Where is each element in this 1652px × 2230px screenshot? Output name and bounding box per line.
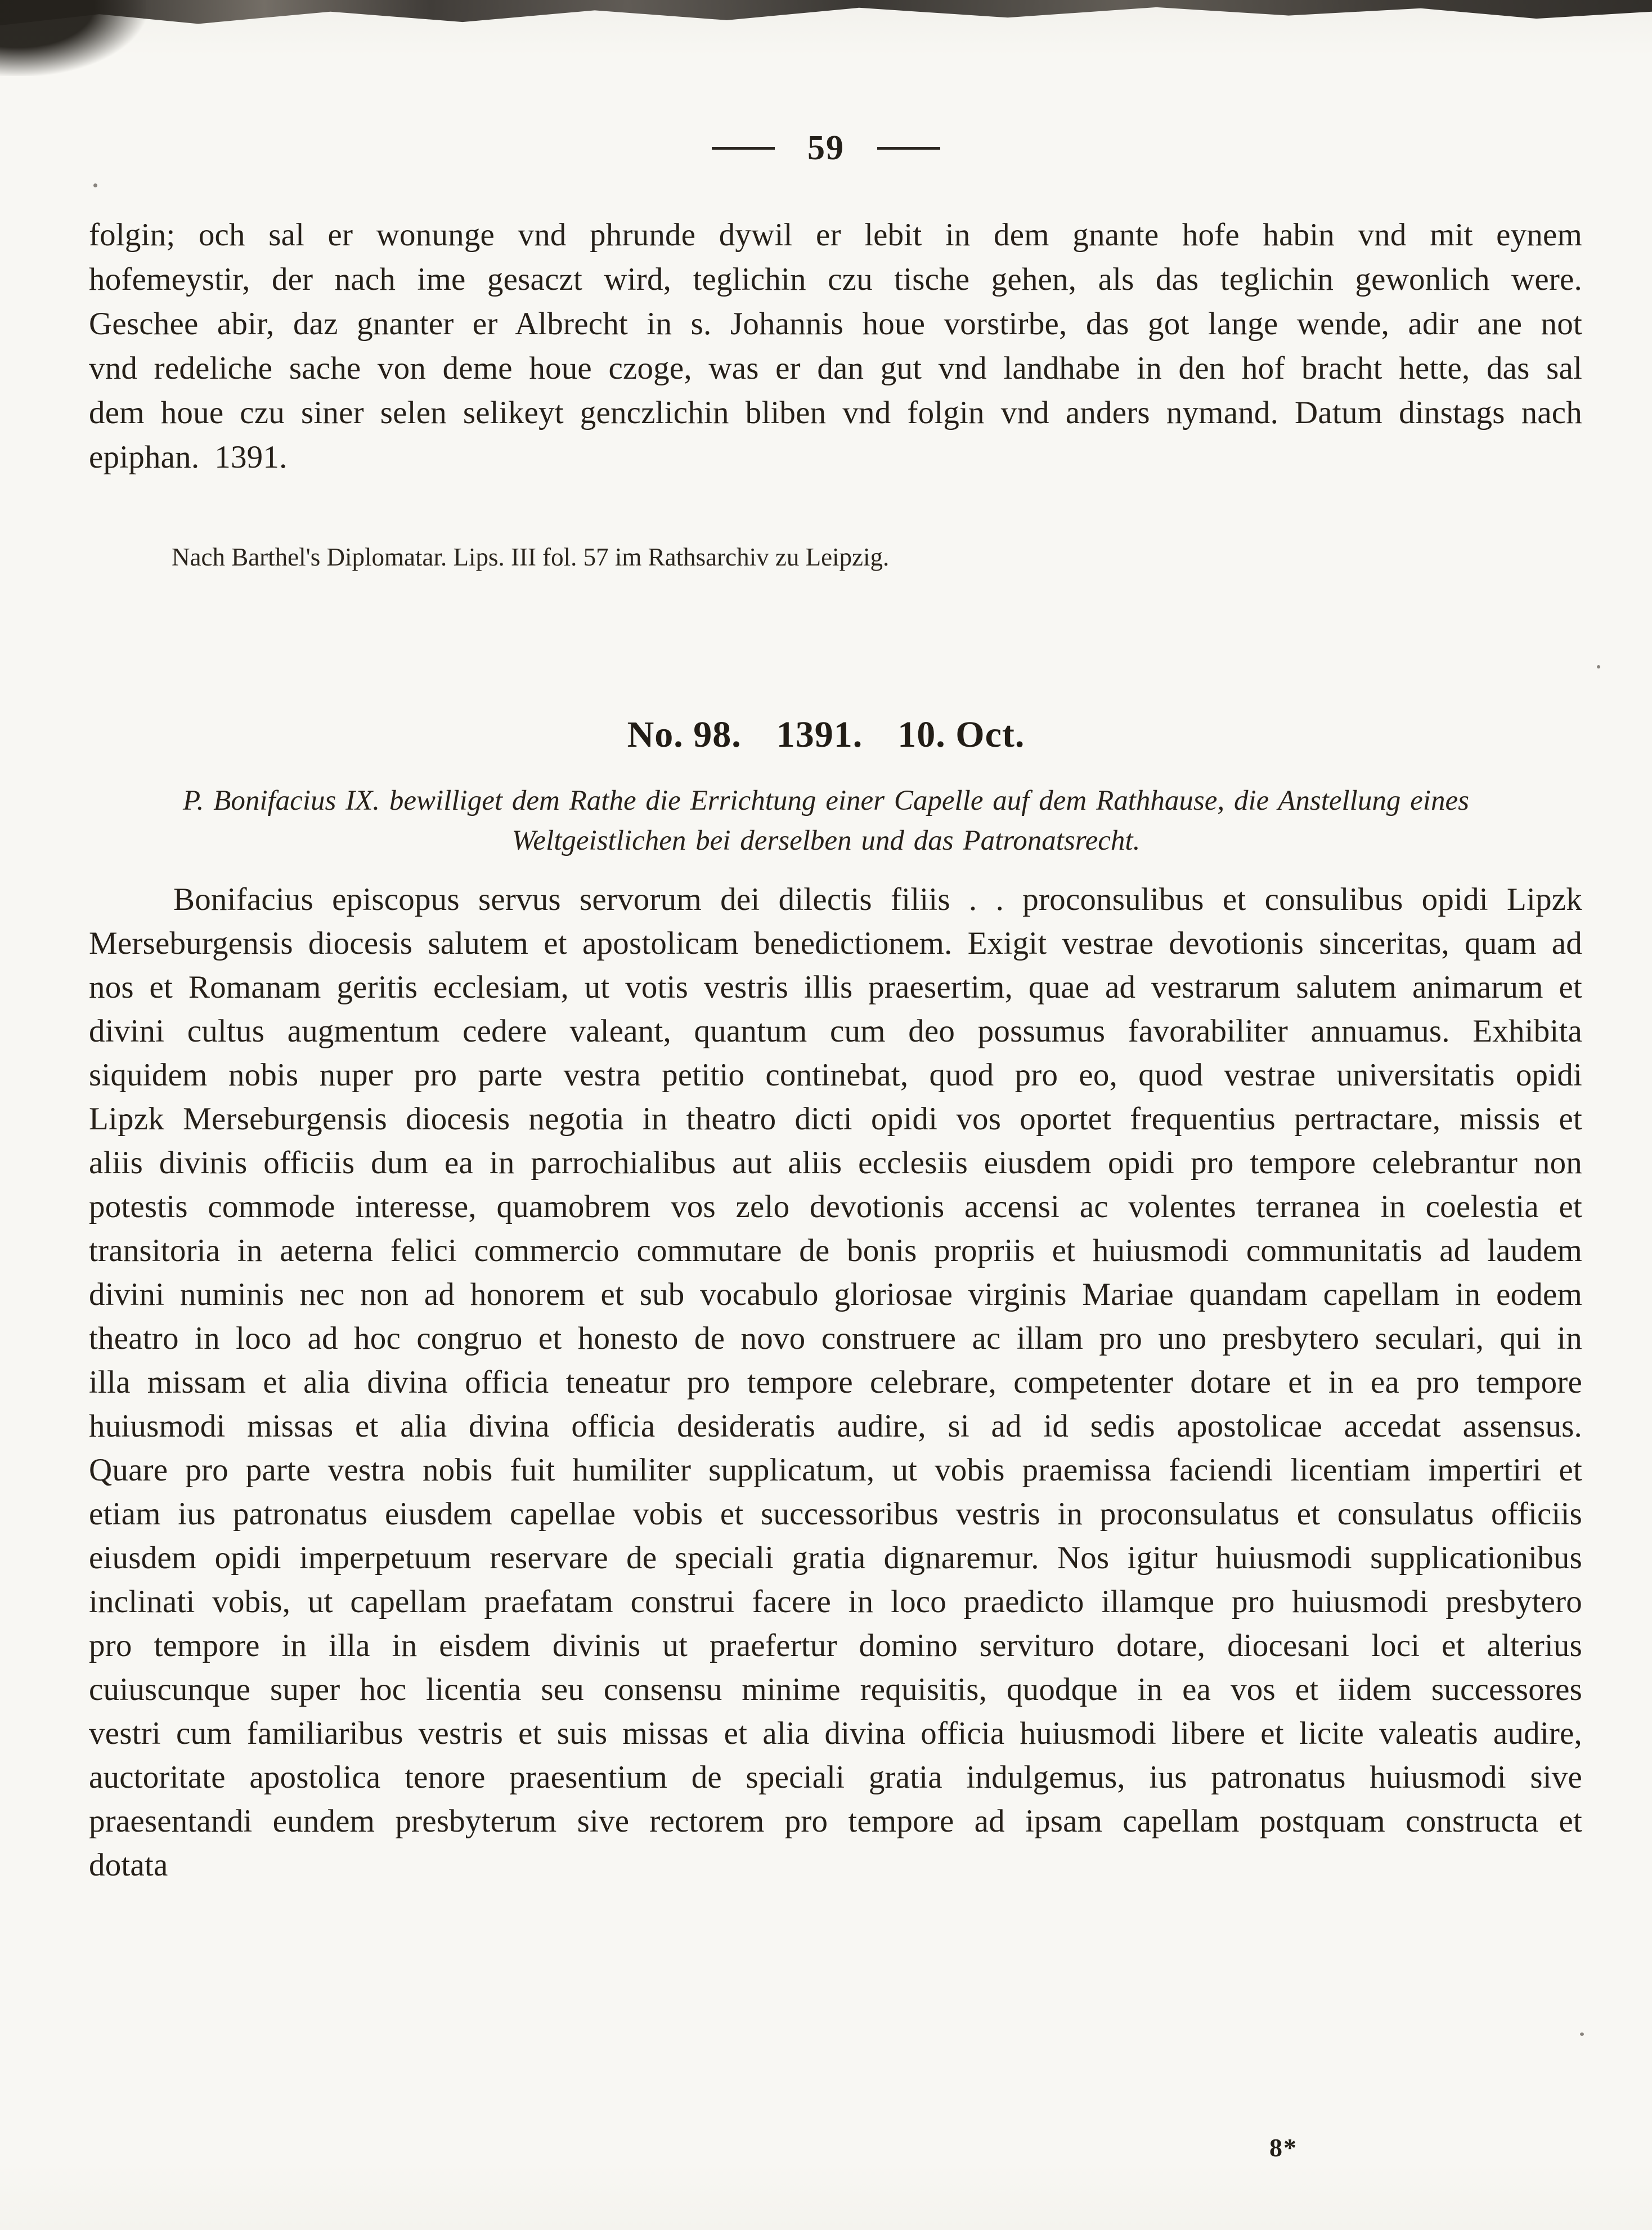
signature-mark: 8* <box>1269 2133 1298 2162</box>
page-number: 59 <box>807 129 845 167</box>
entry-98-heading-number: No. 98. <box>627 714 742 755</box>
page-header <box>0 128 1652 168</box>
scan-artifact-top-strip <box>0 0 1652 26</box>
entry-97-source-note: Nach Barthel's Diplomatar. Lips. III fol. 57 im Rathsarchiv zu Leipzig. <box>172 543 890 571</box>
entry-97-body-continuation: folgin; och sal er wonunge vnd phrunde dywil er lebit in dem gnante hofe habin vnd mit eynem hofemeystir, der nach ime gesaczt wird, teglichin czu tische gehen, als das teglichin gewonlich were. Geschee abir, daz gnanter er Albrecht in s. Johannis houe vorstirbe, das got lange wende, adir ane not vnd redeliche sache von deme houe czoge, was er dan gut vnd landhabe in den hof bracht hette, das sal dem houe czu siner selen selikeyt genczlichin bliben vnd folgin vnd anders nymand. Datum dinstags nach epiphan. 1391. <box>89 217 1582 475</box>
scan-speck <box>93 183 97 187</box>
page-number-rule-right <box>877 147 940 150</box>
scan-artifact-top-left-corner <box>0 0 146 76</box>
page-number-rule-left <box>712 147 775 150</box>
entry-98-body: Bonifacius episcopus servus servorum dei dilectis filiis . . proconsulibus et consulibus opidi Lipzk Merseburgensis diocesis salutem et apostolicam benedictionem. Exigit vestrae devotionis sinceritas, quam ad nos et Romanam geritis ecclesiam, ut votis vestris illis praesertim, quae ad vestrarum salutem animarum et divini cultus augmentum cedere valeant, quantum cum deo possumus favorabiliter annuamus. Exhibita siquidem nobis nuper pro parte vestra petitio continebat, quod pro eo, quod vestrae universitatis opidi Lipzk Merseburgensis diocesis negotia in theatro dicti opidi vos oportet frequentius pertractare, missis et aliis divinis officiis dum ea in parrochialibus aut aliis ecclesiis eiusdem opidi pro tempore celebrantur non potestis commode interesse, quamobrem vos zelo devotionis accensi ac volentes terranea in coelestia et transitoria in aeterna felici commercio commutare de bonis propriis et huiusmodi communitatis ad laudem divini numinis nec non ad honorem et sub vocabulo gloriosae virginis Mariae quandam capellam in eodem theatro in loco ad hoc congruo et honesto de novo construere ac illam pro uno presbytero seculari, qui in illa missam et alia divina officia teneatur pro tempore celebrare, competenter dotare et in ea pro tempore huiusmodi missas et alia divina officia desideratis audire, si ad id sedis apostolicae accedat assensus. Quare pro parte vestra nobis fuit humiliter supplicatum, ut vobis praemissa faciendi licentiam impertiri et etiam ius patronatus eiusdem capellae vobis et successoribus vestris in proconsulatus et consulatus officiis eiusdem opidi imperpetuum reservare de speciali gratia dignaremur. Nos igitur huiusmodi supplicationibus inclinati vobis, ut capellam praefatam construi facere in loco praedicto illamque pro huiusmodi presbytero pro tempore in illa in eisdem divinis ut praefertur domino servituro dotare, diocesani loci et alterius cuiuscunque super hoc licentia seu consensu minime requisitis, quodque in ea vos et iidem successores vestri cum familiaribus vestris et suis missas et alia divina officia huiusmodi libere et licite valeatis audire, auctoritate apostolica tenore praesentium de speciali gratia indulgemus, ius patronatus huiusmodi sive praesentandi eundem presbyterum sive rectorem pro tempore ad ipsam capellam postquam constructa et dotata <box>89 882 1582 1883</box>
scan-speck <box>1580 2032 1584 2036</box>
entry-98-summary: P. Bonifacius IX. bewilliget dem Rathe die Errichtung einer Capelle auf dem Rathhause, die Anstellung eines Weltgeistlichen bei derselben und das Patronatsrecht. <box>183 785 1469 856</box>
scan-speck <box>1597 665 1600 668</box>
entry-98-heading-year: 1391. <box>776 714 863 755</box>
entry-98-heading-date: 10. Oct. <box>897 714 1025 755</box>
entry-98-heading <box>0 714 1652 756</box>
